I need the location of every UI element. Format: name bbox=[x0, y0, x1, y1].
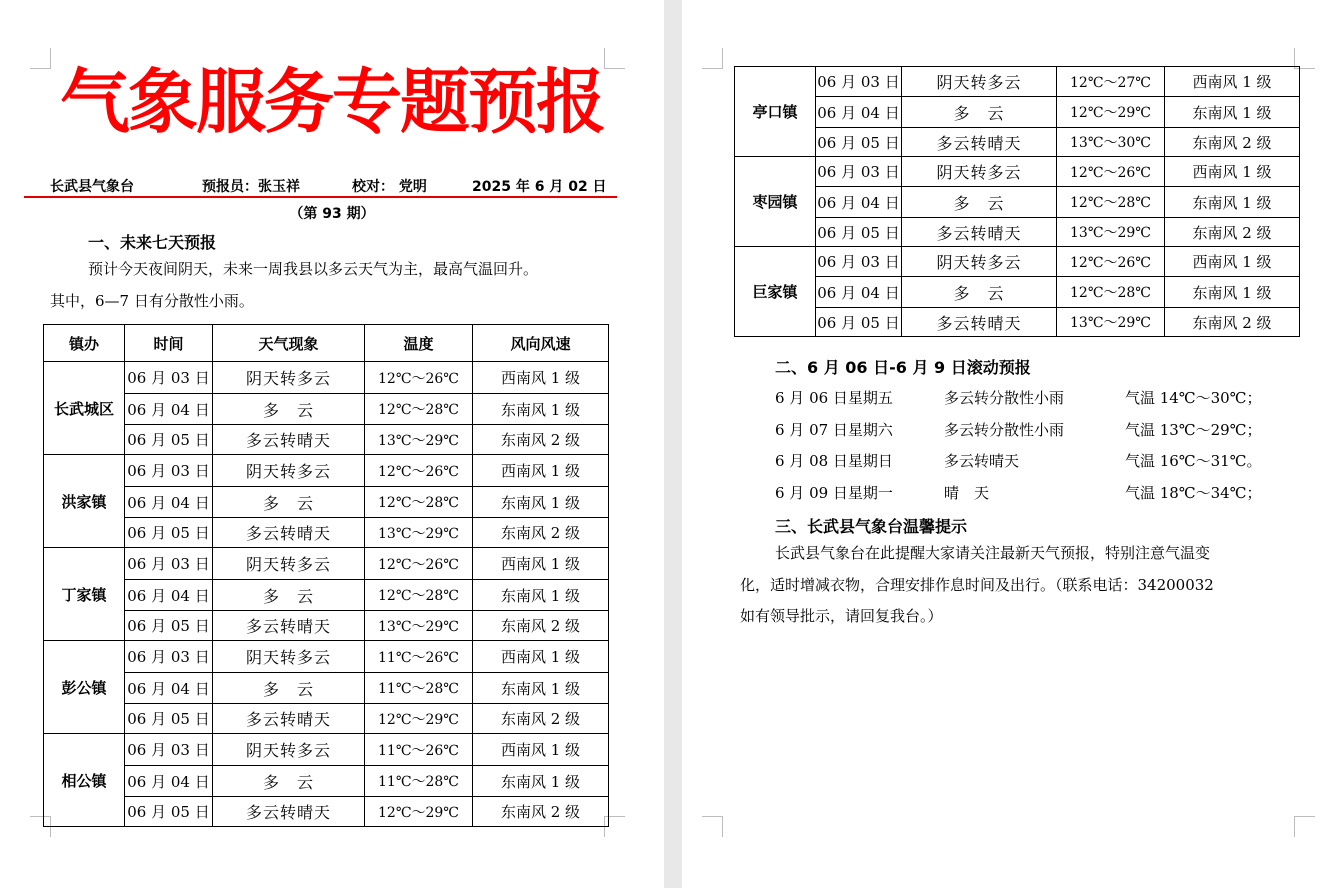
rolling-temp: 气温 13℃～29℃； bbox=[1125, 421, 1262, 439]
wind-cell: 西南风 1 级 bbox=[473, 362, 609, 394]
header-checker: 校对： 党明 bbox=[352, 179, 427, 195]
temperature-cell: 12℃～29℃ bbox=[365, 797, 473, 827]
date-cell: 06 月 04 日 bbox=[125, 394, 213, 425]
town-name-cell: 巨家镇 bbox=[735, 247, 816, 337]
table-row bbox=[44, 641, 609, 673]
wind-cell: 东南风 1 级 bbox=[473, 487, 609, 518]
weather-cell: 多云转晴天 bbox=[902, 218, 1057, 247]
wind-cell: 西南风 1 级 bbox=[1165, 157, 1300, 187]
table-header-cell: 时间 bbox=[125, 325, 213, 362]
town-name-cell: 枣园镇 bbox=[735, 157, 816, 247]
table-header-cell: 天气现象 bbox=[213, 325, 365, 362]
table-header-row bbox=[44, 325, 609, 362]
weather-cell: 多 云 bbox=[902, 97, 1057, 128]
rolling-date: 6 月 09 日星期一 bbox=[775, 484, 893, 502]
temperature-cell: 12℃～26℃ bbox=[365, 362, 473, 394]
date-cell: 06 月 03 日 bbox=[816, 157, 902, 187]
table-row bbox=[44, 394, 609, 425]
section-1-line-2: 其中，6—7 日有分散性小雨。 bbox=[50, 292, 254, 310]
crop-mark bbox=[702, 816, 723, 837]
table-row bbox=[44, 487, 609, 518]
date-cell: 06 月 05 日 bbox=[125, 704, 213, 734]
date-cell: 06 月 05 日 bbox=[125, 425, 213, 455]
temperature-cell: 12℃～28℃ bbox=[365, 487, 473, 518]
wind-cell: 西南风 1 级 bbox=[473, 734, 609, 766]
table-row bbox=[44, 797, 609, 827]
rolling-weather: 多云转分散性小雨 bbox=[944, 389, 1065, 407]
town-name-cell: 丁家镇 bbox=[44, 548, 125, 641]
date-cell: 06 月 03 日 bbox=[125, 641, 213, 673]
weather-cell: 多 云 bbox=[213, 394, 365, 425]
wind-cell: 西南风 1 级 bbox=[473, 455, 609, 487]
document-page-1 bbox=[0, 0, 664, 888]
rolling-weather: 晴 天 bbox=[944, 484, 990, 502]
rolling-weather: 多云转分散性小雨 bbox=[944, 421, 1065, 439]
weather-cell: 多云转晴天 bbox=[902, 308, 1057, 337]
wind-cell: 西南风 1 级 bbox=[1165, 247, 1300, 277]
temperature-cell: 11℃～28℃ bbox=[365, 766, 473, 797]
table-row bbox=[735, 308, 1300, 337]
table-row bbox=[44, 518, 609, 548]
table-row bbox=[44, 673, 609, 704]
weather-cell: 多 云 bbox=[902, 187, 1057, 218]
weather-cell: 阴天转多云 bbox=[213, 548, 365, 580]
crop-mark bbox=[702, 48, 723, 69]
weather-cell: 多 云 bbox=[213, 487, 365, 518]
table-row bbox=[735, 247, 1300, 277]
table-row bbox=[44, 766, 609, 797]
wind-cell: 东南风 1 级 bbox=[473, 766, 609, 797]
date-cell: 06 月 04 日 bbox=[125, 580, 213, 611]
temperature-cell: 13℃～29℃ bbox=[1057, 308, 1165, 337]
rolling-temp: 气温 14℃～30℃； bbox=[1125, 389, 1262, 407]
rolling-temp: 气温 16℃～31℃。 bbox=[1125, 452, 1262, 470]
date-cell: 06 月 05 日 bbox=[816, 308, 902, 337]
wind-cell: 东南风 2 级 bbox=[473, 797, 609, 827]
date-cell: 06 月 04 日 bbox=[816, 277, 902, 308]
forecast-table-1 bbox=[43, 324, 609, 827]
town-name-cell: 长武城区 bbox=[44, 362, 125, 455]
table-header-cell: 镇办 bbox=[44, 325, 125, 362]
table-row bbox=[44, 611, 609, 641]
weather-cell: 阴天转多云 bbox=[213, 734, 365, 766]
document-title: 气象服务专题预报 bbox=[60, 61, 604, 143]
table-row bbox=[735, 67, 1300, 97]
wind-cell: 东南风 2 级 bbox=[473, 611, 609, 641]
header-forecaster: 预报员：张玉祥 bbox=[202, 179, 300, 195]
weather-cell: 多云转晴天 bbox=[213, 425, 365, 455]
wind-cell: 东南风 1 级 bbox=[473, 580, 609, 611]
table-row bbox=[735, 277, 1300, 308]
wind-cell: 东南风 1 级 bbox=[1165, 187, 1300, 218]
date-cell: 06 月 03 日 bbox=[125, 455, 213, 487]
weather-cell: 多云转晴天 bbox=[213, 797, 365, 827]
date-cell: 06 月 05 日 bbox=[125, 797, 213, 827]
section-3-line-1: 长武县气象台在此提醒大家请关注最新天气预报，特别注意气温变 bbox=[775, 544, 1211, 562]
date-cell: 06 月 05 日 bbox=[125, 611, 213, 641]
table-row bbox=[735, 128, 1300, 157]
temperature-cell: 12℃～28℃ bbox=[1057, 277, 1165, 308]
table-row bbox=[44, 580, 609, 611]
wind-cell: 西南风 1 级 bbox=[473, 548, 609, 580]
section-3-line-3: 如有领导批示，请回复我台。） bbox=[740, 607, 943, 625]
wind-cell: 东南风 2 级 bbox=[1165, 308, 1300, 337]
weather-cell: 阴天转多云 bbox=[902, 67, 1057, 97]
temperature-cell: 13℃～30℃ bbox=[1057, 128, 1165, 157]
weather-cell: 阴天转多云 bbox=[213, 362, 365, 394]
date-cell: 06 月 05 日 bbox=[816, 218, 902, 247]
section-1-line-1: 预计今天夜间阴天，未来一周我县以多云天气为主，最高气温回升。 bbox=[88, 260, 539, 278]
date-cell: 06 月 05 日 bbox=[125, 518, 213, 548]
temperature-cell: 11℃～26℃ bbox=[365, 734, 473, 766]
temperature-cell: 12℃～29℃ bbox=[1057, 97, 1165, 128]
temperature-cell: 13℃～29℃ bbox=[365, 518, 473, 548]
table-row bbox=[735, 187, 1300, 218]
rolling-weather: 多云转晴天 bbox=[944, 452, 1020, 470]
temperature-cell: 11℃～28℃ bbox=[365, 673, 473, 704]
date-cell: 06 月 04 日 bbox=[816, 187, 902, 218]
table-row bbox=[44, 455, 609, 487]
date-cell: 06 月 03 日 bbox=[125, 362, 213, 394]
weather-cell: 阴天转多云 bbox=[902, 247, 1057, 277]
wind-cell: 西南风 1 级 bbox=[473, 641, 609, 673]
table-row bbox=[44, 425, 609, 455]
table-row bbox=[44, 734, 609, 766]
town-name-cell: 洪家镇 bbox=[44, 455, 125, 548]
wind-cell: 东南风 1 级 bbox=[1165, 277, 1300, 308]
weather-cell: 多云转晴天 bbox=[902, 128, 1057, 157]
date-cell: 06 月 04 日 bbox=[125, 673, 213, 704]
weather-cell: 多 云 bbox=[213, 766, 365, 797]
weather-cell: 多 云 bbox=[902, 277, 1057, 308]
wind-cell: 西南风 1 级 bbox=[1165, 67, 1300, 97]
temperature-cell: 12℃～28℃ bbox=[1057, 187, 1165, 218]
forecast-table-2 bbox=[734, 66, 1300, 337]
rolling-date: 6 月 08 日星期日 bbox=[775, 452, 893, 470]
table-header-cell: 风向风速 bbox=[473, 325, 609, 362]
temperature-cell: 12℃～26℃ bbox=[365, 455, 473, 487]
wind-cell: 东南风 2 级 bbox=[1165, 218, 1300, 247]
weather-cell: 阴天转多云 bbox=[902, 157, 1057, 187]
temperature-cell: 13℃～29℃ bbox=[1057, 218, 1165, 247]
town-name-cell: 彭公镇 bbox=[44, 641, 125, 734]
rolling-temp: 气温 18℃～34℃； bbox=[1125, 484, 1262, 502]
temperature-cell: 13℃～29℃ bbox=[365, 425, 473, 455]
wind-cell: 东南风 2 级 bbox=[473, 518, 609, 548]
date-cell: 06 月 04 日 bbox=[125, 766, 213, 797]
header-date: 2025 年 6 月 02 日 bbox=[472, 179, 607, 195]
wind-cell: 东南风 1 级 bbox=[473, 673, 609, 704]
date-cell: 06 月 03 日 bbox=[125, 548, 213, 580]
table-row bbox=[735, 157, 1300, 187]
town-name-cell: 亭口镇 bbox=[735, 67, 816, 157]
rolling-date: 6 月 06 日星期五 bbox=[775, 389, 893, 407]
temperature-cell: 12℃～27℃ bbox=[1057, 67, 1165, 97]
wind-cell: 东南风 2 级 bbox=[473, 425, 609, 455]
temperature-cell: 12℃～26℃ bbox=[1057, 247, 1165, 277]
header-divider bbox=[24, 196, 617, 198]
table-header-cell: 温度 bbox=[365, 325, 473, 362]
wind-cell: 东南风 2 级 bbox=[473, 704, 609, 734]
wind-cell: 东南风 2 级 bbox=[1165, 128, 1300, 157]
date-cell: 06 月 04 日 bbox=[125, 487, 213, 518]
section-1-heading: 一、未来七天预报 bbox=[88, 233, 217, 252]
weather-cell: 多云转晴天 bbox=[213, 518, 365, 548]
weather-cell: 阴天转多云 bbox=[213, 641, 365, 673]
weather-cell: 阴天转多云 bbox=[213, 455, 365, 487]
rolling-date: 6 月 07 日星期六 bbox=[775, 421, 893, 439]
header-station: 长武县气象台 bbox=[50, 179, 134, 195]
document-page-2 bbox=[682, 0, 1340, 888]
wind-cell: 东南风 1 级 bbox=[1165, 97, 1300, 128]
temperature-cell: 11℃～26℃ bbox=[365, 641, 473, 673]
date-cell: 06 月 05 日 bbox=[816, 128, 902, 157]
town-name-cell: 相公镇 bbox=[44, 734, 125, 827]
table-row bbox=[735, 218, 1300, 247]
section-2-heading: 二、6 月 06 日-6 月 9 日滚动预报 bbox=[775, 358, 1031, 377]
date-cell: 06 月 04 日 bbox=[816, 97, 902, 128]
temperature-cell: 12℃～28℃ bbox=[365, 580, 473, 611]
table-row bbox=[735, 97, 1300, 128]
table-row bbox=[44, 362, 609, 394]
table-row bbox=[44, 704, 609, 734]
date-cell: 06 月 03 日 bbox=[816, 247, 902, 277]
weather-cell: 多 云 bbox=[213, 673, 365, 704]
section-3-line-2: 化，适时增减衣物，合理安排作息时间及出行。（联系电话：34200032 bbox=[740, 576, 1214, 594]
temperature-cell: 12℃～26℃ bbox=[1057, 157, 1165, 187]
weather-cell: 多云转晴天 bbox=[213, 611, 365, 641]
table-row bbox=[44, 548, 609, 580]
section-3-heading: 三、长武县气象台温馨提示 bbox=[775, 517, 968, 536]
date-cell: 06 月 03 日 bbox=[125, 734, 213, 766]
issue-number: （第 93 期） bbox=[289, 206, 375, 222]
temperature-cell: 12℃～28℃ bbox=[365, 394, 473, 425]
temperature-cell: 12℃～29℃ bbox=[365, 704, 473, 734]
temperature-cell: 12℃～26℃ bbox=[365, 548, 473, 580]
temperature-cell: 13℃～29℃ bbox=[365, 611, 473, 641]
weather-cell: 多云转晴天 bbox=[213, 704, 365, 734]
crop-mark bbox=[1294, 816, 1315, 837]
weather-cell: 多 云 bbox=[213, 580, 365, 611]
date-cell: 06 月 03 日 bbox=[816, 67, 902, 97]
wind-cell: 东南风 1 级 bbox=[473, 394, 609, 425]
